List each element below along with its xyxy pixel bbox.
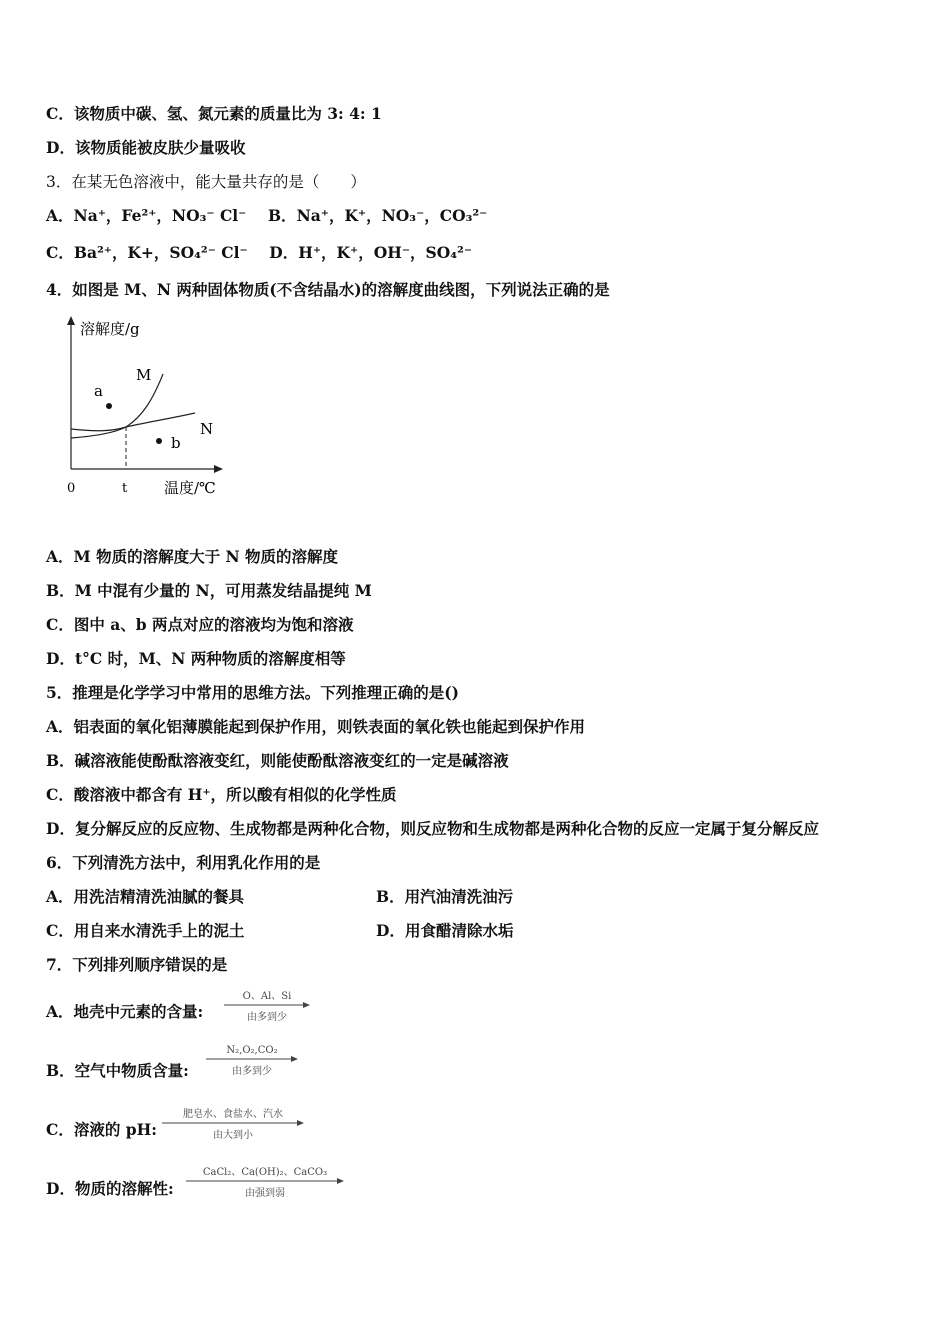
q3-a-text: Na⁺，Fe²⁺，NO₃⁻ Cl⁻ bbox=[73, 206, 247, 225]
q7-option-d-arrow bbox=[186, 1163, 344, 1199]
q3-b-label: B． bbox=[267, 206, 297, 225]
q4-stem: 4．如图是 M、N 两种固体物质(不含结晶水)的溶解度曲线图，下列说法正确的是 bbox=[46, 280, 610, 299]
y-axis-arrow bbox=[67, 316, 75, 325]
q3-c-label: C． bbox=[46, 243, 74, 262]
q6-option-d: D．用食醋清除水垢 bbox=[376, 921, 514, 940]
q7-option-d-label: D．物质的溶解性: bbox=[46, 1179, 174, 1198]
x-axis-arrow bbox=[214, 465, 223, 473]
q6-option-a: A．用洗洁精清洗油腻的餐具 bbox=[46, 887, 245, 906]
point-a bbox=[106, 403, 112, 409]
q3-stem: 3．在某无色溶液中，能大量共存的是（ ） bbox=[46, 173, 366, 191]
q7-a-bot: 由多到少 bbox=[247, 1012, 287, 1023]
q2-option-c: C．该物质中碳、氢、氮元素的质量比为 3: 4: 1 bbox=[46, 104, 382, 123]
q5-option-b: B．碱溶液能使酚酞溶液变红，则能使酚酞溶液变红的一定是碱溶液 bbox=[46, 751, 509, 770]
q3-d-label: D． bbox=[269, 243, 299, 262]
q7-a-top: O、Al、Si bbox=[242, 991, 292, 1002]
q2-option-d: D．该物质能被皮肤少量吸收 bbox=[46, 138, 246, 157]
solubility-chart bbox=[58, 314, 228, 499]
q5-option-c: C．酸溶液中都含有 H⁺，所以酸有相似的化学性质 bbox=[46, 785, 397, 804]
q3-options-cd bbox=[46, 241, 472, 263]
x-axis-label: 温度/℃ bbox=[164, 479, 216, 497]
point-a-label: a bbox=[94, 382, 103, 400]
q7-option-c-arrow bbox=[162, 1105, 304, 1141]
point-b-label: b bbox=[171, 434, 181, 452]
q7-option-c-label: C．溶液的 pH: bbox=[46, 1120, 157, 1139]
q3-d-text: H⁺，K⁺，OH⁻，SO₄²⁻ bbox=[298, 243, 472, 262]
curve-m-label: M bbox=[136, 366, 152, 384]
q5-stem: 5．推理是化学学习中常用的思维方法。下列推理正确的是() bbox=[46, 683, 459, 702]
q7-c-top: 肥皂水、食盐水、汽水 bbox=[183, 1109, 283, 1120]
point-b bbox=[156, 438, 162, 444]
q7-d-bot: 由强到弱 bbox=[245, 1188, 285, 1199]
q7-option-a-arrow bbox=[224, 987, 310, 1023]
q7-b-top: N₂,O₂,CO₂ bbox=[226, 1045, 278, 1056]
q4-option-d: D．t°C 时，M、N 两种物质的溶解度相等 bbox=[46, 649, 346, 668]
origin-label: 0 bbox=[67, 481, 76, 496]
q7-c-bot: 由大到小 bbox=[213, 1130, 253, 1141]
y-axis-label: 溶解度/g bbox=[80, 320, 140, 338]
q5-option-d: D．复分解反应的反应物、生成物都是两种化合物，则反应物和生成物都是两种化合物的反应一定属于复分解反应 bbox=[46, 819, 819, 838]
q7-b-bot: 由多到少 bbox=[232, 1066, 272, 1077]
q3-b-text: Na⁺，K⁺，NO₃⁻，CO₃²⁻ bbox=[296, 206, 488, 225]
q3-c-text: Ba²⁺，K+，SO₄²⁻ Cl⁻ bbox=[73, 243, 248, 262]
x-tick-t: t bbox=[122, 481, 128, 496]
q6-option-c: C．用自来水清洗手上的泥土 bbox=[46, 921, 245, 940]
q4-option-c: C．图中 a、b 两点对应的溶液均为饱和溶液 bbox=[46, 615, 354, 634]
q7-stem: 7．下列排列顺序错误的是 bbox=[46, 955, 228, 974]
q7-d-top: CaCl₂、Ca(OH)₂、CaCO₃ bbox=[202, 1167, 328, 1178]
curve-n-label: N bbox=[200, 420, 214, 438]
q3-options-ab bbox=[46, 204, 487, 226]
q4-option-a: A．M 物质的溶解度大于 N 物质的溶解度 bbox=[46, 547, 339, 566]
q7-option-a-label: A．地壳中元素的含量: bbox=[46, 1002, 204, 1021]
q5-option-a: A．铝表面的氧化铝薄膜能起到保护作用，则铁表面的氧化铁也能起到保护作用 bbox=[46, 717, 586, 736]
q4-option-b: B．M 中混有少量的 N，可用蒸发结晶提纯 M bbox=[46, 581, 372, 600]
q7-option-b-label: B．空气中物质含量: bbox=[46, 1061, 189, 1080]
q3-a-label: A． bbox=[46, 206, 74, 225]
q6-option-b: B．用汽油清洗油污 bbox=[376, 887, 514, 906]
q6-stem: 6．下列清洗方法中，利用乳化作用的是 bbox=[46, 853, 321, 872]
q7-option-b-arrow bbox=[206, 1045, 298, 1077]
